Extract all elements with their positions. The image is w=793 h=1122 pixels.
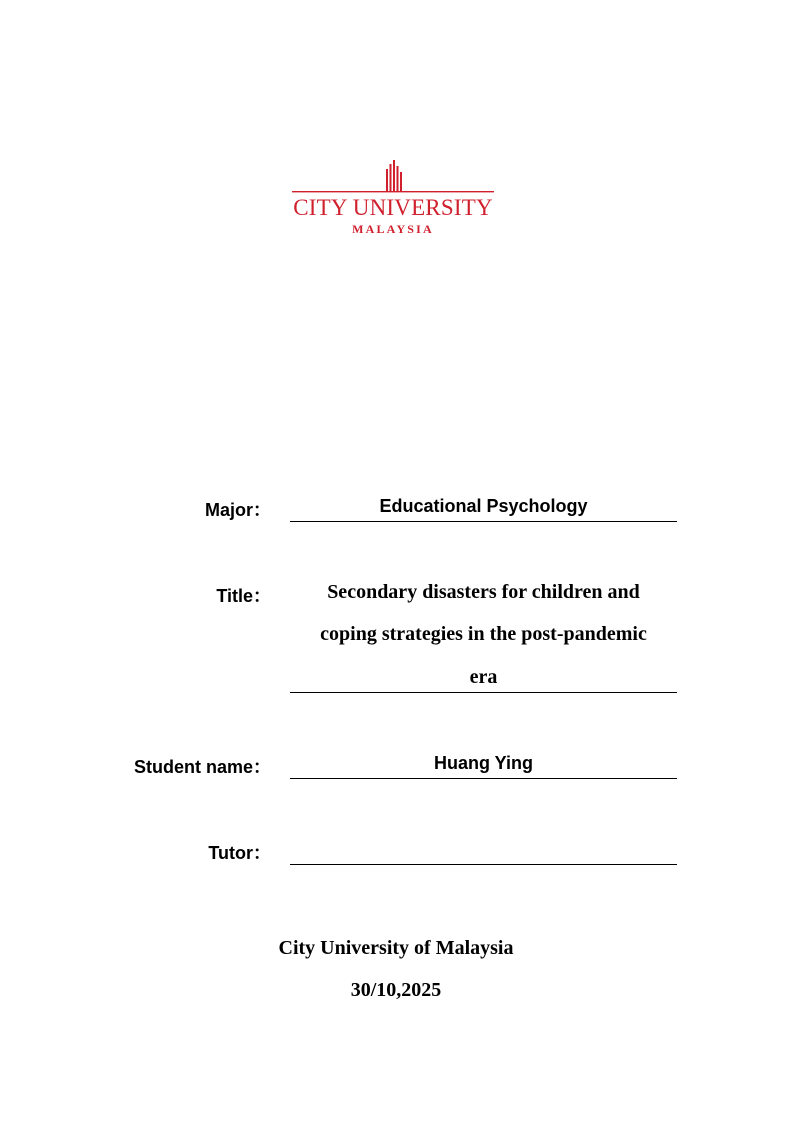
logo-country-text: MALAYSIA	[352, 222, 434, 236]
building-skyline-icon	[290, 155, 496, 195]
title-line-2: coping strategies in the post-pandemic	[320, 623, 647, 645]
university-logo	[290, 155, 498, 237]
institution-name: City University of Malaysia	[278, 937, 514, 959]
student-name-underline	[290, 778, 677, 779]
title-underline	[290, 692, 677, 693]
tutor-label: Tutor：	[208, 843, 271, 863]
title-label: Title：	[216, 586, 271, 606]
tutor-underline	[290, 864, 677, 865]
major-label: Major：	[204, 500, 271, 520]
submission-date: 30/10,2025	[350, 979, 442, 1001]
title-line-1: Secondary disasters for children and	[327, 581, 640, 603]
student-name-label: Student name：	[133, 757, 271, 777]
major-underline	[290, 521, 677, 522]
student-name-value: Huang Ying	[434, 753, 533, 773]
logo-name-text: CITY UNIVERSITY	[293, 195, 493, 220]
major-value: Educational Psychology	[379, 496, 588, 516]
title-line-3: era	[469, 666, 498, 688]
